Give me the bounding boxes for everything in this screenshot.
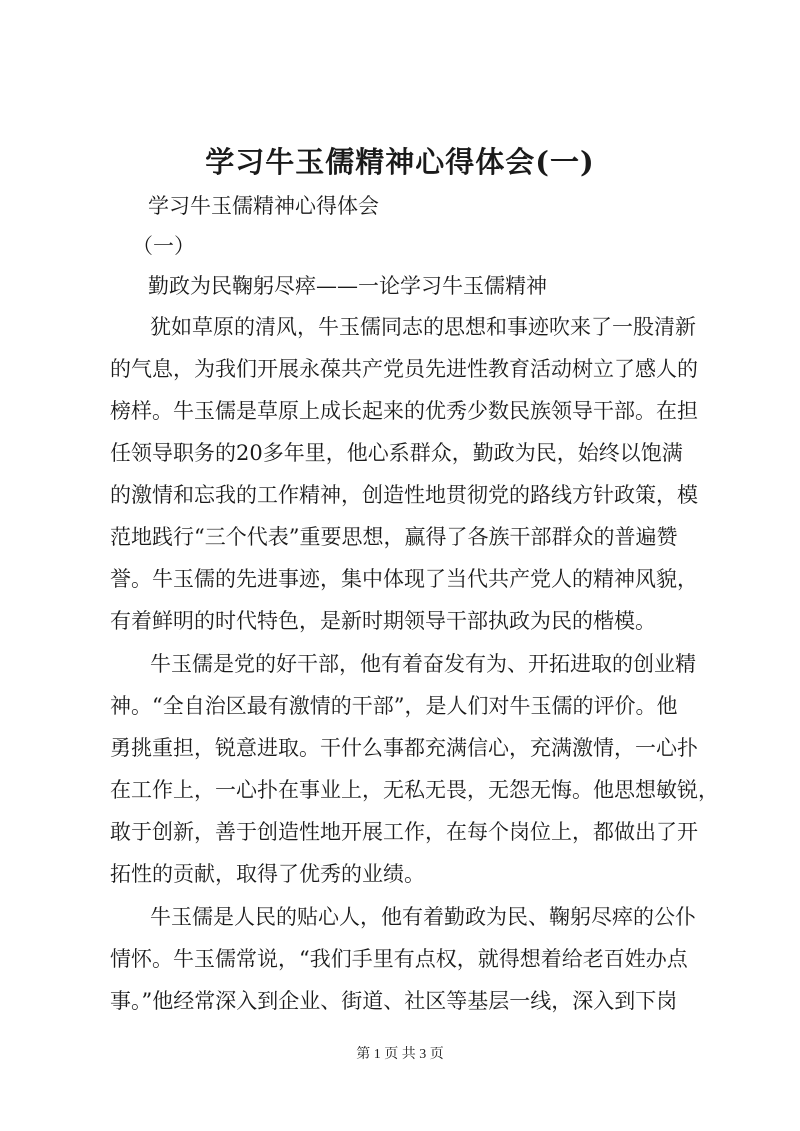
paragraph-2-line-1: 牛玉儒是党的好干部，他有着奋发有为、开拓进取的创业精 — [150, 652, 696, 676]
paragraph-1-line-1: 犹如草原的清风，牛玉儒同志的思想和事迹吹来了一股清新 — [150, 315, 696, 339]
paragraph-2-line-4: 在工作上，一心扑在事业上，无私无畏，无怨无悔。他思想敏锐， — [110, 778, 719, 802]
paragraph-2-line-2: 神。“全自治区最有激情的干部”，是人们对牛玉儒的评价。他 — [110, 694, 678, 718]
paragraph-3-line-1: 牛玉儒是人民的贴心人，他有着勤政为民、鞠躬尽瘁的公仆 — [150, 905, 696, 929]
paragraph-2-line-5: 敢于创新，善于创造性地开展工作，在每个岗位上，都做出了开 — [110, 820, 698, 844]
paragraph-1-line-8: 有着鲜明的时代特色，是新时期领导干部执政为民的楷模。 — [110, 609, 656, 633]
page-number-footer: 第 1 页 共 3 页 — [356, 1047, 444, 1062]
document-subtitle: 学习牛玉儒精神心得体会 — [148, 194, 379, 218]
paragraph-2-line-3: 勇挑重担，锐意进取。干什么事都充满信心，充满激情，一心扑 — [110, 736, 698, 760]
section-marker: （一） — [132, 234, 195, 258]
paragraph-3-line-2: 情怀。牛玉儒常说，“我们手里有点权，就得想着给老百姓办点 — [110, 947, 688, 971]
paragraph-1-line-4: 任领导职务的20多年里，他心系群众，勤政为民，始终以饱满 — [110, 441, 683, 465]
paragraph-1-line-2: 的气息，为我们开展永葆共产党员先进性教育活动树立了感人的 — [110, 357, 698, 381]
paragraph-1-line-5: 的激情和忘我的工作精神，创造性地贯彻党的路线方针政策，模 — [110, 483, 698, 507]
document-title: 学习牛玉儒精神心得体会(一) — [205, 145, 595, 179]
paragraph-1-line-7: 誉。牛玉儒的先进事迹，集中体现了当代共产党人的精神风貌， — [110, 567, 698, 591]
paragraph-3-line-3: 事。”他经常深入到企业、街道、社区等基层一线，深入到下岗 — [110, 989, 678, 1013]
paragraph-1-line-6: 范地践行“三个代表”重要思想，赢得了各族干部群众的普遍赞 — [110, 525, 678, 549]
paragraph-2-line-6: 拓性的贡献，取得了优秀的业绩。 — [110, 862, 425, 886]
paragraph-1-line-3: 榜样。牛玉儒是草原上成长起来的优秀少数民族领导干部。在担 — [110, 399, 698, 423]
article-heading: 勤政为民鞠躬尽瘁——一论学习牛玉儒精神 — [148, 274, 547, 298]
